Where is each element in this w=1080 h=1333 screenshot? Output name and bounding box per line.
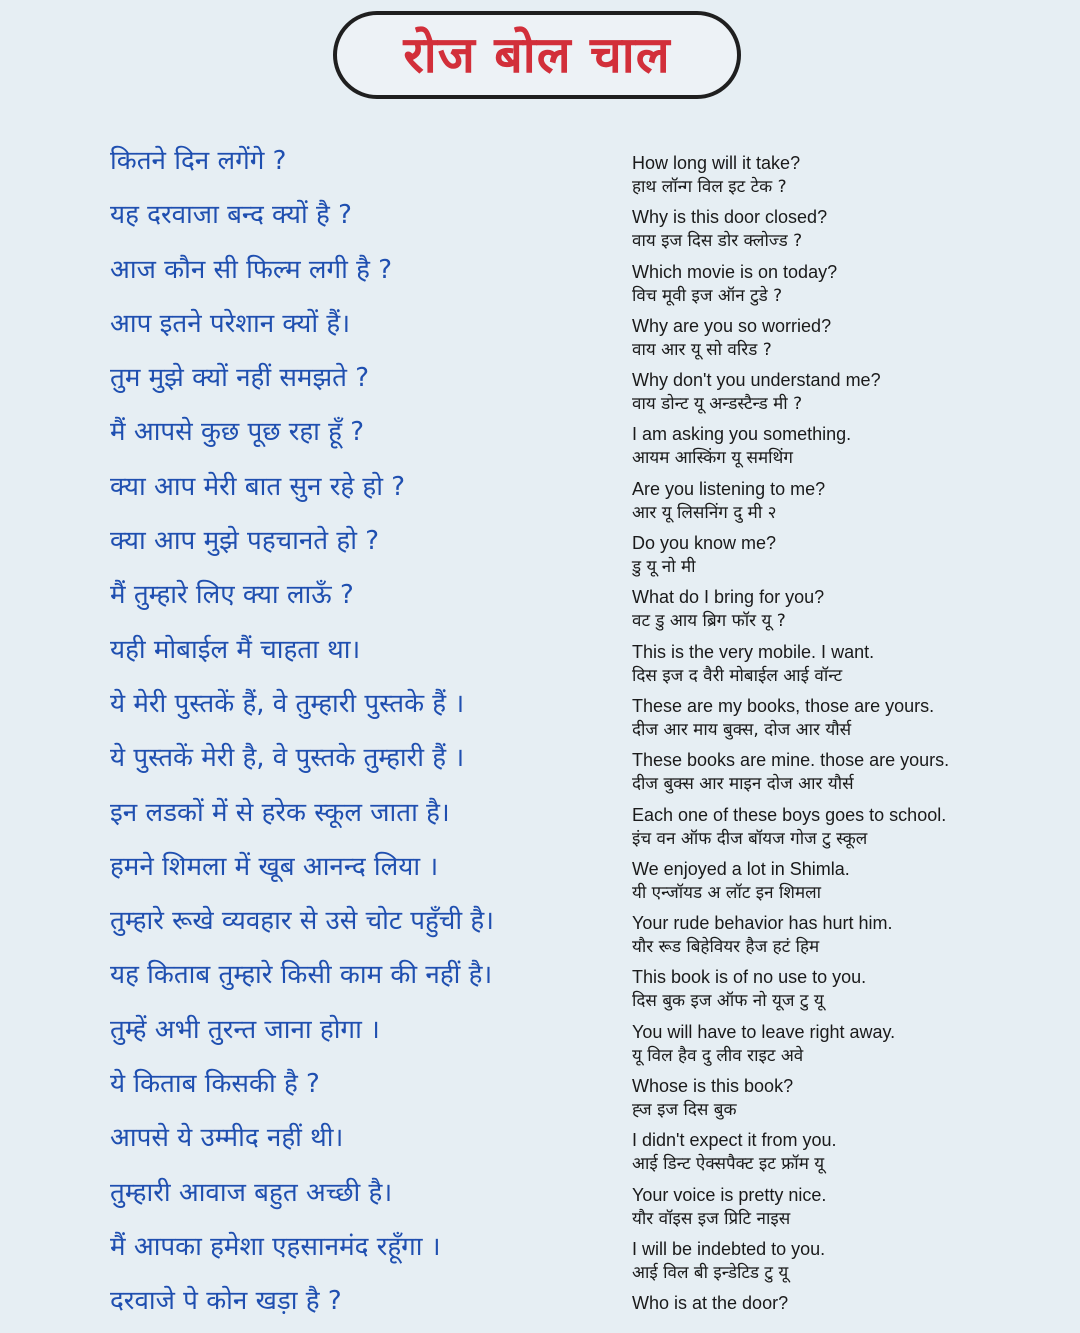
pronunciation: दिस इज द वैरी मोबाईल आई वॉन्ट <box>632 665 843 686</box>
pronunciation: आर यू लिसनिंग दु मी २ <box>632 502 777 523</box>
phrase-row <box>0 245 1080 306</box>
english-translation: Do you know me? <box>632 533 777 554</box>
english-translation: Who is at the door? <box>632 1293 789 1314</box>
hindi-phrase: दरवाजे पे कोन खड़ा है ? <box>110 1286 342 1317</box>
page-title: रोज बोल चाल <box>403 26 671 84</box>
hindi-phrase: क्या आप मेरी बात सुन रहे हो ? <box>110 471 406 502</box>
pronunciation: विच मूवी इज ऑन टुडे ? <box>632 285 783 306</box>
pronunciation: दिस बुक इज ऑफ नो यूज टु यू <box>632 991 824 1012</box>
hindi-phrase: इन लडकों में से हरेक स्कूल जाता है। <box>110 797 450 828</box>
hindi-phrase: कितने दिन लगेंगे ? <box>110 146 287 176</box>
phrase-row <box>0 679 1080 740</box>
pronunciation: यौर रूड बिहेवियर हैज हटं हिम <box>632 937 820 958</box>
phrase-row <box>0 788 1080 849</box>
english-translation: Why don't you understand me? <box>632 370 881 391</box>
english-translation: Are you listening to me? <box>632 478 826 499</box>
pronunciation: यी एन्जॉयड अ लॉट इन शिमला <box>632 882 822 903</box>
hindi-phrase: मैं आपका हमेशा एहसानमंद रहूँगा । <box>110 1231 441 1262</box>
pronunciation: वाय इज दिस डोर क्लोज्ड ? <box>632 231 803 252</box>
phrase-row <box>0 299 1080 360</box>
english-translation: Your rude behavior has hurt him. <box>632 913 893 934</box>
pronunciation: दीज आर माय बुक्स, दोज आर यौर्स <box>632 719 852 740</box>
hindi-phrase: तुम्हारी आवाज बहुत अच्छी है। <box>110 1177 393 1208</box>
english-translation: Each one of these boys goes to school. <box>632 804 947 825</box>
phrase-row <box>0 407 1080 469</box>
pronunciation: वाय डोन्ट यू अन्डस्टैन्ड मी ? <box>632 394 803 415</box>
pronunciation: वट डु आय ब्रिग फॉर यू ? <box>632 611 786 632</box>
pronunciation: यौर वॉइस इज प्रिटि नाइस <box>632 1208 791 1229</box>
phrase-row <box>0 1113 1080 1175</box>
hindi-phrase: मैं आपसे कुछ पूछ रहा हूँ ? <box>110 417 365 448</box>
phrase-row <box>0 896 1080 958</box>
english-translation: These books are mine. those are yours. <box>632 750 950 771</box>
pronunciation: आई डिन्ट ऐक्सपैक्ट इट फ्रॉम यू <box>632 1154 825 1175</box>
english-translation: Your voice is pretty nice. <box>632 1184 827 1205</box>
english-translation: These are my books, those are yours. <box>632 695 935 716</box>
phrase-row <box>0 1222 1080 1283</box>
phrase-row <box>0 950 1080 1012</box>
english-translation: Which movie is on today? <box>632 261 838 282</box>
phrase-row <box>0 1059 1080 1121</box>
phrase-row <box>0 136 1080 197</box>
hindi-phrase: आप इतने परेशान क्यों हैं। <box>110 308 351 339</box>
hindi-phrase: आपसे ये उम्मीद नहीं थी। <box>110 1123 344 1154</box>
pronunciation: ह्ज इज दिस बुक <box>632 1100 737 1121</box>
english-translation: Why are you so worried? <box>632 315 832 336</box>
english-translation: How long will it take? <box>632 153 801 173</box>
english-translation: This book is of no use to you. <box>632 967 867 988</box>
english-translation: We enjoyed a lot in Shimla. <box>632 858 850 879</box>
phrase-list <box>0 136 1080 1331</box>
hindi-phrase: यह किताब तुम्हारे किसी काम की नहीं है। <box>110 960 493 991</box>
phrase-row <box>0 1276 1080 1330</box>
hindi-phrase: तुम्हें अभी तुरन्त जाना होगा । <box>110 1014 380 1045</box>
hindi-phrase: आज कौन सी फिल्म लगी है ? <box>110 254 393 285</box>
english-translation: What do I bring for you? <box>632 587 825 608</box>
phrase-row <box>0 462 1080 523</box>
hindi-phrase: तुम्हारे रूखे व्यवहार से उसे चोट पहुँची है। <box>110 906 494 937</box>
hindi-phrase: ये मेरी पुस्तकें हैं, वे तुम्हारी पुस्तके हैं । <box>110 688 465 719</box>
phrase-row <box>0 1005 1080 1066</box>
phrase-row <box>0 353 1080 415</box>
phrase-row <box>0 190 1080 252</box>
english-translation: Whose is this book? <box>632 1076 794 1097</box>
phrase-row <box>0 516 1080 578</box>
pronunciation: आई विल बी इन्डेटिड टु यू <box>632 1262 789 1283</box>
phrase-row <box>0 570 1080 632</box>
hindi-phrase: हमने शिमला में खूब आनन्द लिया । <box>110 851 439 882</box>
hindi-phrase: ये पुस्तकें मेरी है, वे पुस्तके तुम्हारी हैं । <box>110 743 465 774</box>
title-banner <box>333 11 741 99</box>
hindi-phrase: क्या आप मुझे पहचानते हो ? <box>110 526 379 557</box>
phrase-row <box>0 733 1080 795</box>
pronunciation: आयम आस्किंग यू समथिंग <box>632 448 793 469</box>
english-translation: Why is this door closed? <box>632 207 828 228</box>
english-translation: I am asking you something. <box>632 424 852 445</box>
phrase-row <box>0 842 1080 903</box>
pronunciation: डु यू नो मी <box>632 557 696 578</box>
pronunciation: यू विल हैव दु लीव राइट अवे <box>632 1045 804 1066</box>
hindi-phrase: यह दरवाजा बन्द क्यों है ? <box>110 200 352 231</box>
pronunciation: हाथ लॉन्ग विल इट टेक ? <box>632 177 787 197</box>
hindi-phrase: तुम मुझे क्यों नहीं समझते ? <box>110 363 369 394</box>
hindi-phrase: मैं तुम्हारे लिए क्या लाऊँ ? <box>110 580 354 611</box>
pronunciation: वाय आर यू सो वरिड ? <box>632 339 772 360</box>
hindi-phrase: ये किताब किसकी है ? <box>110 1069 320 1100</box>
english-translation: This is the very mobile. I want. <box>632 641 875 662</box>
pronunciation: इंच वन ऑफ दीज बॉयज गोज टु स्कूल <box>632 828 868 849</box>
phrase-row <box>0 625 1080 686</box>
english-translation: I didn't expect it from you. <box>632 1130 837 1151</box>
pronunciation: दीज बुक्स आर माइन दोज आर यौर्स <box>632 774 854 795</box>
phrase-row <box>0 1168 1080 1229</box>
english-translation: You will have to leave right away. <box>632 1021 896 1042</box>
hindi-phrase: यही मोबाईल मैं चाहता था। <box>110 634 361 665</box>
english-translation: I will be indebted to you. <box>632 1238 826 1259</box>
